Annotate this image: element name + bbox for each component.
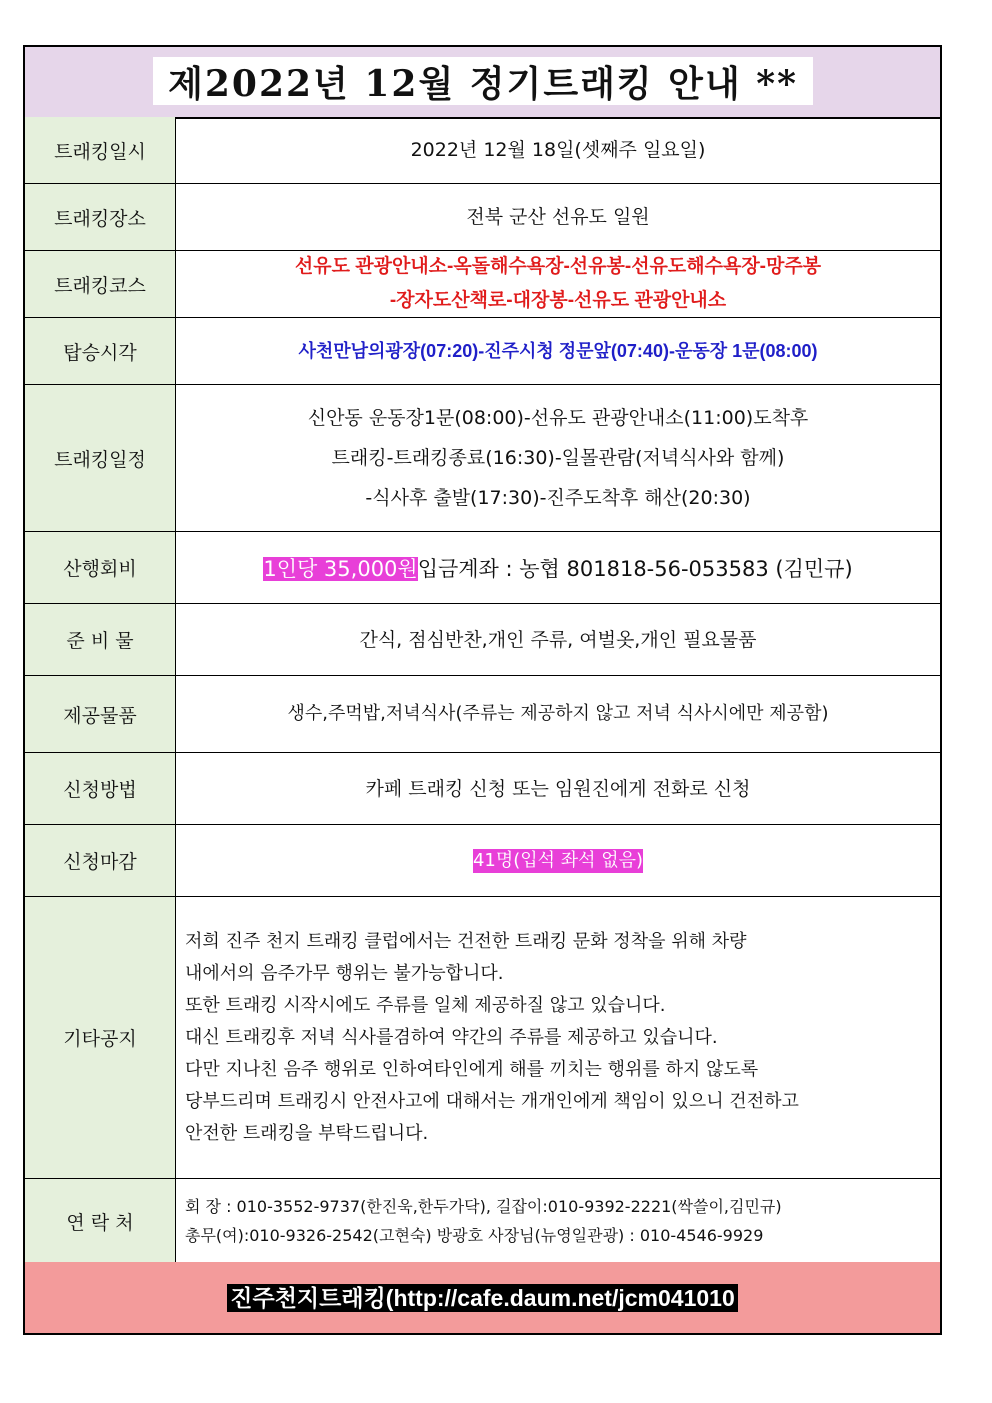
footer-banner bbox=[25, 1262, 940, 1333]
label-place: 트래킹장소 bbox=[25, 184, 176, 250]
value-deadline bbox=[176, 825, 940, 896]
boarding-text: 사천만남의광장(07:20)-진주시청 정문앞(07:40)-운동장 1문(08:00) bbox=[298, 341, 818, 361]
schedule-line-1: 신안동 운동장1문(08:00)-선유도 관광안내소(11:00)도착후 bbox=[307, 407, 809, 429]
course-line-1: 선유도 관광안내소-옥돌해수욕장-선유봉-선유도해수욕장-망주봉 bbox=[294, 256, 822, 277]
notice-line-6: 당부드리며 트래킹시 안전사고에 대해서는 개개인에게 책임이 있으니 건전하고 bbox=[185, 1090, 799, 1112]
row-prepare bbox=[25, 604, 940, 676]
value-datetime bbox=[176, 117, 940, 183]
footer-cafe-link[interactable]: 진주천지트래킹(http://cafe.daum.net/jcm041010 bbox=[227, 1284, 737, 1312]
row-datetime bbox=[25, 117, 940, 184]
contact-line-2: 총무(여):010-9326-2542(고현숙) 방광호 사장님(뉴영일관광) : 010-4546-9929 bbox=[185, 1226, 764, 1245]
row-schedule bbox=[25, 385, 940, 532]
row-apply bbox=[25, 753, 940, 825]
place-text: 전북 군산 선유도 일원 bbox=[466, 206, 650, 228]
fee-line bbox=[263, 553, 852, 583]
value-place bbox=[176, 184, 940, 250]
row-boarding bbox=[25, 318, 940, 385]
row-provided bbox=[25, 676, 940, 753]
apply-text: 카페 트래킹 신청 또는 임원진에게 전화로 신청 bbox=[365, 777, 751, 800]
value-course bbox=[176, 251, 940, 317]
row-contact bbox=[25, 1179, 940, 1264]
label-apply: 신청방법 bbox=[25, 753, 176, 824]
label-contact: 연 락 처 bbox=[25, 1179, 176, 1263]
value-schedule bbox=[176, 385, 940, 531]
value-boarding bbox=[176, 318, 940, 384]
row-deadline bbox=[25, 825, 940, 897]
prepare-text: 간식, 점심반찬,개인 주류, 여벌옷,개인 필요물품 bbox=[359, 628, 757, 651]
schedule-line-3: -식사후 출발(17:30)-진주도착후 해산(20:30) bbox=[365, 487, 751, 509]
datetime-text: 2022년 12월 18일(셋째주 일요일) bbox=[410, 139, 706, 161]
page-title: 제2022년 12월 정기트래킹 안내 ** bbox=[153, 57, 813, 105]
course-line-2: -장자도산책로-대장봉-선유도 관광안내소 bbox=[389, 290, 727, 311]
notice-line-5: 다만 지나친 음주 행위로 인하여타인에게 해를 끼치는 행위를 하지 않도록 bbox=[185, 1058, 759, 1080]
row-fee bbox=[25, 532, 940, 604]
contact-line-1: 회 장 : 010-3552-9737(한진욱,한두가닥), 길잡이:010-9392-2221(싹쓸이,김민규) bbox=[185, 1197, 782, 1216]
label-schedule: 트래킹일정 bbox=[25, 385, 176, 531]
notice-line-1: 저희 진주 천지 트래킹 클럽에서는 건전한 트래킹 문화 정착을 위해 차량 bbox=[185, 930, 747, 952]
value-prepare bbox=[176, 604, 940, 675]
fee-highlight: 1인당 35,000원 bbox=[263, 556, 418, 581]
notice-line-4: 대신 트래킹후 저녁 식사를겸하여 약간의 주류를 제공하고 있습니다. bbox=[185, 1026, 718, 1048]
deadline-text: 41명(입석 좌석 없음) bbox=[472, 849, 644, 871]
label-datetime: 트래킹일시 bbox=[25, 117, 176, 183]
fee-account: 입금계좌 : 농협 801818-56-053583 (김민규) bbox=[417, 556, 853, 581]
label-prepare: 준 비 물 bbox=[25, 604, 176, 675]
notice-sheet bbox=[23, 45, 942, 1335]
label-notice: 기타공지 bbox=[25, 897, 176, 1178]
provided-text: 생수,주먹밥,저녁식사(주류는 제공하지 않고 저녁 식사시에만 제공함) bbox=[287, 703, 829, 724]
label-deadline: 신청마감 bbox=[25, 825, 176, 896]
value-apply bbox=[176, 753, 940, 824]
row-place bbox=[25, 184, 940, 251]
value-provided bbox=[176, 676, 940, 752]
value-notice bbox=[176, 897, 940, 1178]
row-course bbox=[25, 251, 940, 318]
value-fee bbox=[176, 532, 940, 603]
notice-line-2: 내에서의 음주가무 행위는 불가능합니다. bbox=[185, 962, 504, 984]
notice-line-7: 안전한 트래킹을 부탁드립니다. bbox=[185, 1122, 429, 1144]
label-course: 트래킹코스 bbox=[25, 251, 176, 317]
value-contact bbox=[176, 1179, 940, 1263]
label-boarding: 탑승시각 bbox=[25, 318, 176, 384]
notice-line-3: 또한 트래킹 시작시에도 주류를 일체 제공하질 않고 있습니다. bbox=[185, 994, 666, 1016]
schedule-line-2: 트래킹-트래킹종료(16:30)-일몰관람(저녁식사와 함께) bbox=[331, 447, 785, 469]
title-row bbox=[25, 47, 940, 119]
label-fee: 산행회비 bbox=[25, 532, 176, 603]
label-provided: 제공물품 bbox=[25, 676, 176, 752]
row-notice bbox=[25, 897, 940, 1179]
